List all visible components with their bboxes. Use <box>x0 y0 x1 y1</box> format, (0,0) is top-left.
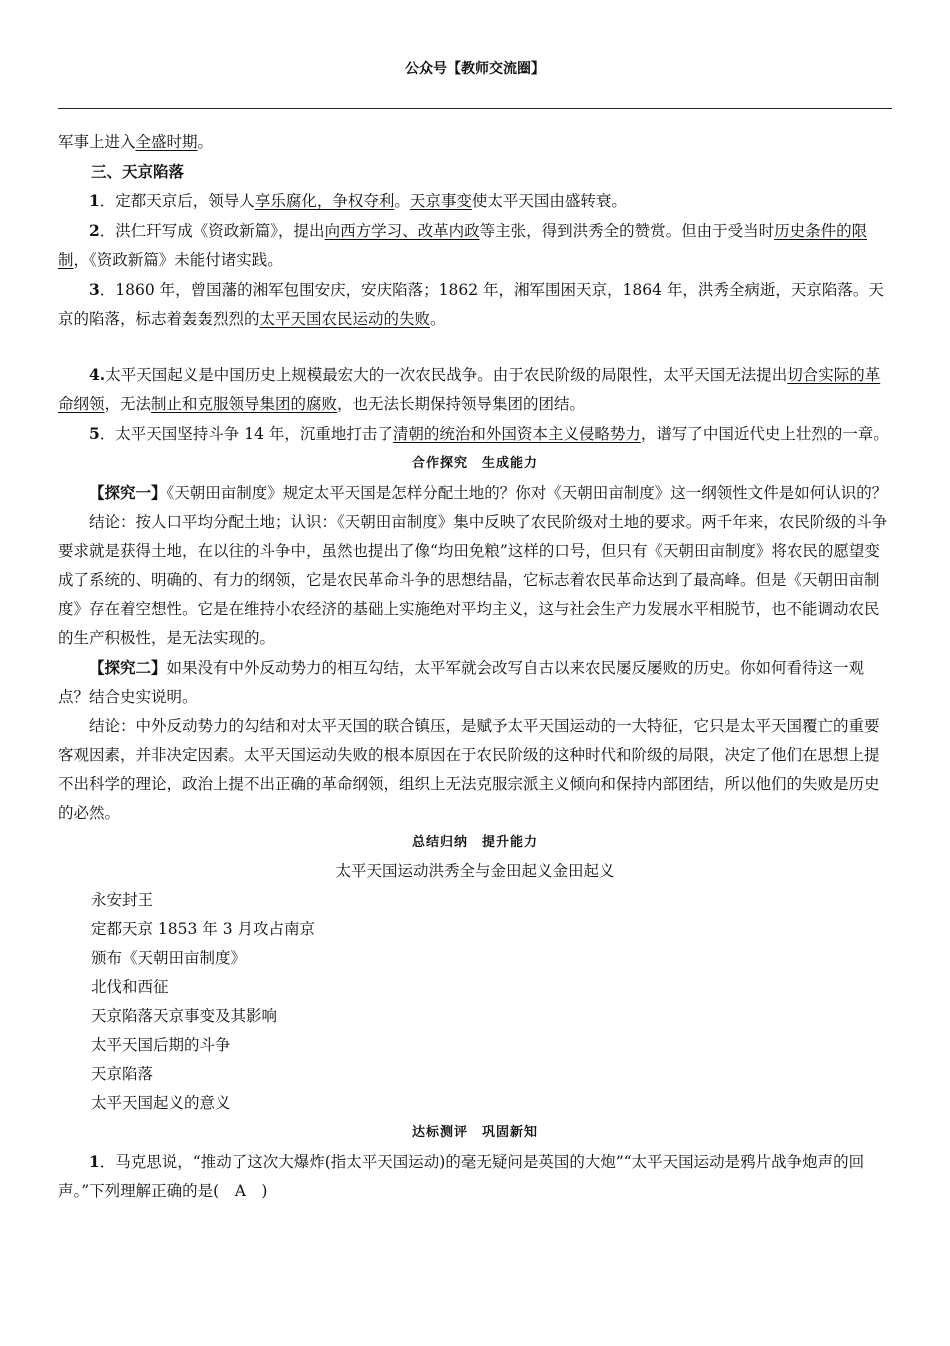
test-heading: 达标测评 巩固新知 <box>411 1125 538 1140</box>
test-question-1: 1．马克思说，“推动了这次大爆炸(指太平天国运动)的毫无疑问是英国的大炮”“太平天国运动是鸦片战争炮声的回声。”下列理解正确的是( A ) <box>58 1152 865 1200</box>
blank-gap <box>58 334 892 360</box>
summary-item: 太平天国后期的斗争 <box>91 1036 231 1054</box>
section3-item-1: 1．定都天京后，领导人享乐腐化，争权夺利。天京事变使太平天国由盛转衰。 <box>89 191 627 210</box>
summary-item: 颁布《天朝田亩制度》 <box>91 949 247 967</box>
underlined-answer: 全盛时期 <box>135 133 198 151</box>
summary-title: 太平天国运动洪秀全与金田起义金田起义 <box>335 862 615 880</box>
explore-question-1: 【探究一】《天朝田亩制度》规定太平天国是怎样分配土地的？你对《天朝田亩制度》这一纲领性文件是如何认识的？ <box>89 483 888 502</box>
section3-item-3: 3．1860 年，曾国藩的湘军包围安庆，安庆陷落；1862 年，湘军围困天京，1864 年，洪秀全病逝，天京陷落。天京的陷落，标志着轰轰烈烈的太平天国农民运动的失败。 <box>58 280 884 328</box>
underlined-answer: 切合实际的革命纲领 <box>58 366 881 413</box>
summary-heading: 总结归纳 提升能力 <box>411 835 538 850</box>
section3-item-4: 4.太平天国起义是中国历史上规模最宏大的一次农民战争。由于农民阶级的局限性，太平天国无法提出切合实际的革命纲领，无法制止和克服领导集团的腐败，也无法长期保持领导集团的团结。 <box>58 365 881 413</box>
explore-answer-1: 结论：按人口平均分配土地；认识：《天朝田亩制度》集中反映了农民阶级对土地的要求。两千年来，农民阶级的斗争要求就是获得土地，在以往的斗争中，虽然也提出了像“均田免粮”这样的口号，但只有《天朝田亩制度》将农民的愿望变成了系统的、明确的、有力的纲领，它是农民革命斗争的思想结晶，它标志着农民革命达到了最高峰。但是《天朝田亩制度》存在着空想性。它是在维持小农经济的基础上实施绝对平均主义，这与社会生产力发展水平相脱节，也不能调动农民的生产积极性，是无法实现的。 <box>58 513 888 647</box>
underlined-answer: 天京事变 <box>409 192 472 210</box>
underlined-answer: 享乐腐化，争权夺利 <box>254 192 395 210</box>
underlined-answer: 制止和克服领导集团的腐败 <box>151 395 338 413</box>
underlined-answer: 历史条件的限制 <box>58 222 868 269</box>
underlined-answer: 太平天国农民运动的失败 <box>259 310 431 328</box>
document-body <box>58 128 892 1206</box>
section3-item-2: 2．洪仁玕写成《资政新篇》，提出向西方学习、改革内政等主张，得到洪秀全的赞赏。但由于受当时历史条件的限制，《资政新篇》未能付诸实践。 <box>58 221 868 269</box>
section3-heading: 三、天京陷落 <box>91 162 185 181</box>
summary-item: 北伐和西征 <box>91 978 169 996</box>
section2-tail: 军事上进入全盛时期。 <box>58 133 214 151</box>
summary-item: 天京陷落天京事变及其影响 <box>91 1007 278 1025</box>
underlined-answer: 向西方学习、改革内政 <box>324 222 480 240</box>
summary-item: 定都天京 1853 年 3 月攻占南京 <box>91 920 316 938</box>
summary-item: 天京陷落 <box>91 1065 154 1083</box>
page-header: 公众号【教师交流圈】 <box>405 61 545 77</box>
section3-item-5: 5．太平天国坚持斗争 14 年，沉重地打击了清朝的统治和外国资本主义侵略势力，谱写了中国近代史上壮烈的一章。 <box>89 424 889 443</box>
header-divider <box>58 108 892 109</box>
explore-answer-2: 结论：中外反动势力的勾结和对太平天国的联合镇压，是赋予太平天国运动的一大特征，它只是太平天国覆亡的重要客观因素，并非决定因素。太平天国运动失败的根本原因在于农民阶级的这种时代和阶级的局限，决定了他们在思想上提不出科学的理论，政治上提不出正确的革命纲领，组织上无法克服宗派主义倾向和保持内部团结，所以他们的失败是历史的必然。 <box>58 717 880 822</box>
explore-question-2: 【探究二】如果没有中外反动势力的相互勾结，太平军就会改写自古以来农民屡反屡败的历史。你如何看待这一观点？结合史实说明。 <box>58 658 865 706</box>
summary-item: 太平天国起义的意义 <box>91 1094 231 1112</box>
underlined-answer: 清朝的统治和外国资本主义侵略势力 <box>392 425 641 443</box>
explore-heading: 合作探究 生成能力 <box>411 456 538 471</box>
summary-item: 永安封王 <box>91 891 154 909</box>
